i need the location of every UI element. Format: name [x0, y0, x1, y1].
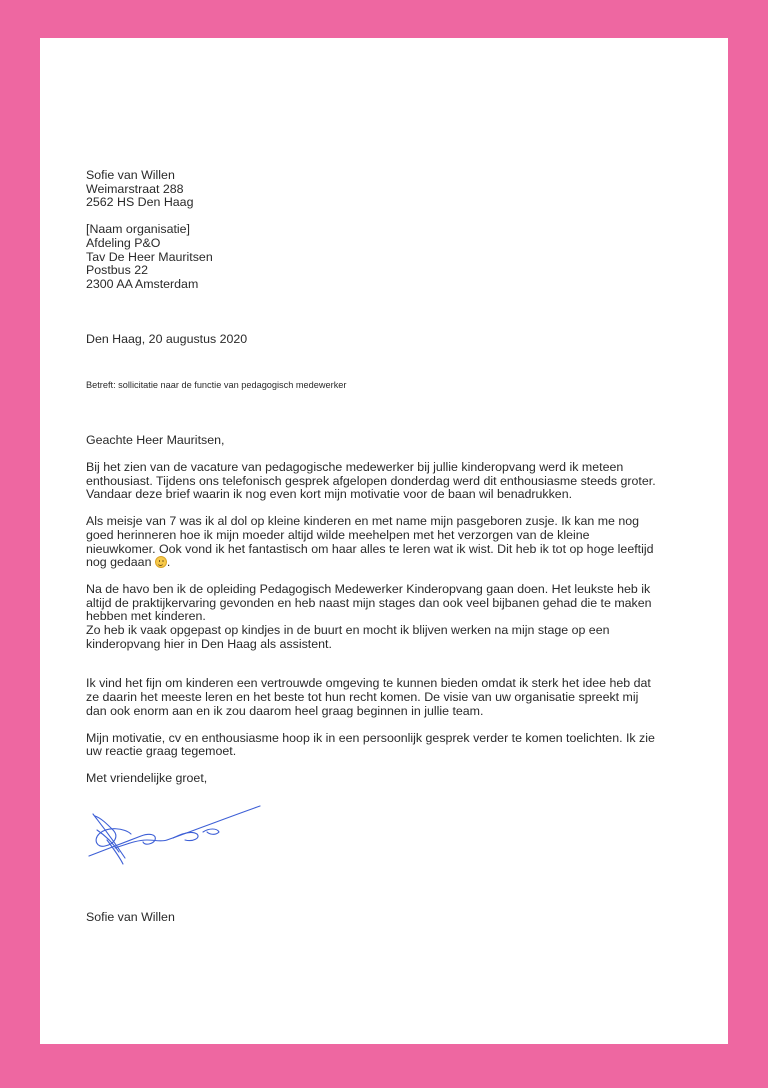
paragraph-2 [86, 515, 660, 570]
paragraph-4: Zo heb ik vaak opgepast op kindjes in de buurt en mocht ik blijven werken na mijn stage op een kinderopvang hier in Den Haag als assistent. [86, 623, 610, 651]
recipient-city: 2300 AA Amsterdam [86, 276, 199, 291]
signoff-name: Sofie van Willen [86, 910, 175, 924]
paragraph-2-text: Als meisje van 7 was ik al dol op kleine kinderen en met name mijn pasgeboren zusje. Ik kan me nog goed herinneren hoe ik mijn moeder altijd wilde meehelpen met het verzorgen van de kleine nieuwkomer. Ook vond ik het fantastisch om haar alles te leren wat ik wist. Dit heb ik tot op hoge leeftijd nog gedaan [86, 514, 654, 570]
paragraph-1: Bij het zien van de vacature van pedagogische medewerker bij jullie kinderopvang werd ik meteen enthousiast. Tijdens ons telefonisch gesprek afgelopen donderdag werd dit enthousiasme steeds groter. Vandaar deze brief waarin ik nog even kort mijn motivatie voor de baan wil benadrukken. [86, 460, 656, 502]
sender-city: 2562 HS Den Haag [86, 195, 194, 210]
sender-street: Weimarstraat 288 [86, 181, 184, 196]
recipient-postbus: Postbus 22 [86, 263, 148, 278]
paragraph-5: Ik vind het fijn om kinderen een vertrouwde omgeving te kunnen bieden omdat ik sterk het idee heb dat ze daarin het meeste leren en het beste tot hun recht komen. De visie van uw organisatie spreekt mij dan ook enorm aan en ik zou daarom heel graag beginnen in jullie team. [86, 676, 651, 718]
recipient-attention: Tav De Heer Mauritsen [86, 249, 213, 264]
sender-name: Sofie van Willen [86, 168, 175, 182]
paragraph-3: Na de havo ben ik de opleiding Pedagogisch Medewerker Kinderopvang gaan doen. Het leukste heb ik altijd de praktijkervaring gevonden en heb naast mijn stages dan ook veel bijbanen gehad die te maken hebben met kinderen. [86, 581, 652, 624]
closing-line: Met vriendelijke groet, [86, 770, 208, 785]
smiling-face-emoji-icon [155, 556, 167, 568]
letter-page [40, 38, 728, 1044]
paragraph-6: Mijn motivatie, cv en enthousiasme hoop ik in een persoonlijk gesprek verder te komen toelichten. Ik zie uw reactie graag tegemoet. [86, 730, 655, 759]
paragraph-2-end: . [166, 555, 171, 570]
recipient-address [86, 223, 660, 292]
recipient-organisation: [Naam organisatie] [86, 222, 190, 237]
sender-address [86, 169, 660, 210]
letter-content [86, 169, 660, 786]
date-line: Den Haag, 20 augustus 2020 [86, 331, 248, 346]
recipient-department: Afdeling P&O [86, 235, 161, 250]
subject-line: Betreft: sollicitatie naar de functie van pedagogisch medewerker [86, 380, 347, 391]
salutation: Geachte Heer Mauritsen, [86, 433, 225, 448]
handwritten-signature-icon [85, 800, 275, 872]
